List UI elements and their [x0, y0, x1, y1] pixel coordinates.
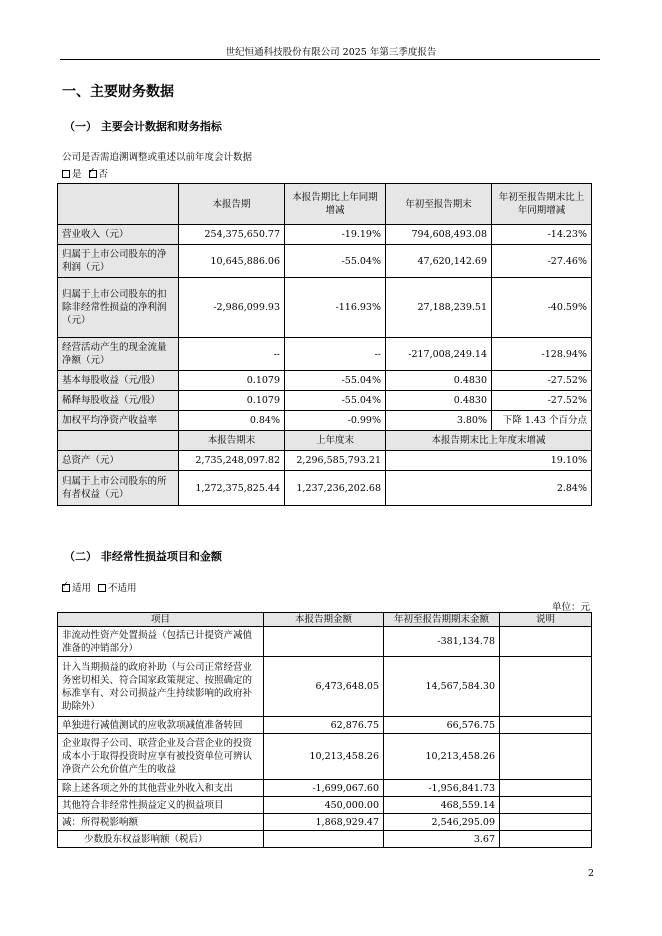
- table-row: [58, 797, 592, 814]
- restate-question: 公司是否需追溯调整或重述以前年度会计数据: [62, 152, 253, 163]
- value-cell: 254,375,650.77: [179, 225, 285, 245]
- value-cell: 2.84%: [386, 471, 592, 506]
- value-cell: -19.19%: [285, 225, 386, 245]
- table-row: [58, 451, 592, 471]
- value-cell: -1,956,841.73: [384, 780, 500, 797]
- header-cell: 年初至报告期末: [386, 184, 492, 225]
- note-cell: [500, 797, 592, 814]
- value-cell: 0.1079: [179, 371, 285, 391]
- header-cell: 本报告期比上年同期增减: [285, 184, 386, 225]
- table-row: [58, 245, 592, 278]
- note-cell: [500, 814, 592, 831]
- restate-options: [62, 166, 108, 180]
- table-row: [58, 831, 592, 848]
- row-label-cell: 稀释每股收益（元/股）: [58, 391, 179, 411]
- note-cell: [500, 657, 592, 717]
- header-cell: 上年度末: [285, 431, 386, 451]
- item-cell: 企业取得子公司、联营企业及合营企业的投资成本小于取得投资时应享有被投资单位可辨认净资产公允价值产生的收益: [58, 734, 264, 780]
- value-cell: -14.23%: [492, 225, 592, 245]
- value-cell: 2,546,295.09: [384, 814, 500, 831]
- value-cell: -27.52%: [492, 371, 592, 391]
- item-cell: 除上述各项之外的其他营业外收入和支出: [58, 780, 264, 797]
- note-cell: [500, 831, 592, 848]
- value-cell: -55.04%: [285, 391, 386, 411]
- value-cell: 0.84%: [179, 411, 285, 431]
- value-cell: 6,473,648.05: [264, 657, 384, 717]
- value-cell: 2,296,585,793.21: [285, 451, 386, 471]
- value-cell: [264, 627, 384, 657]
- value-cell: 2,735,248,097.82: [179, 451, 285, 471]
- item-cell: 计入当期损益的政府补助（与公司正常经营业务密切相关、符合国家政策规定、按照确定的标准享有、对公司损益产生持续影响的政府补助除外）: [58, 657, 264, 717]
- row-label-cell: 归属于上市公司股东的净利润（元）: [58, 245, 179, 278]
- item-cell: 其他符合非经常性损益定义的损益项目: [58, 797, 264, 814]
- header-cell: 本报告期金额: [264, 613, 384, 627]
- value-cell: -55.04%: [285, 245, 386, 278]
- header-cell: 项目: [58, 613, 264, 627]
- value-cell: 3.80%: [386, 411, 492, 431]
- note-cell: [500, 780, 592, 797]
- table-header-row: [58, 613, 592, 627]
- value-cell: 3.67: [384, 831, 500, 848]
- value-cell: 10,645,886.06: [179, 245, 285, 278]
- value-cell: -27.46%: [492, 245, 592, 278]
- header-cell: 本报告期末: [179, 431, 285, 451]
- table-subheader-row: [58, 431, 592, 451]
- value-cell: -116.93%: [285, 278, 386, 338]
- value-cell: 10,213,458.26: [384, 734, 500, 780]
- subsection-title-key-indicators: （一） 主要会计数据和财务指标: [64, 120, 222, 133]
- item-cell: 少数股东权益影响额（税后）: [58, 831, 264, 848]
- value-cell: 66,576.75: [384, 717, 500, 734]
- note-cell: [500, 734, 592, 780]
- value-cell: 10,213,458.26: [264, 734, 384, 780]
- value-cell: -2,986,099.93: [179, 278, 285, 338]
- table-row: [58, 411, 592, 431]
- yes-label: 是: [72, 169, 82, 180]
- value-cell: 468,559.14: [384, 797, 500, 814]
- value-cell: 794,608,493.08: [386, 225, 492, 245]
- item-cell: 非流动性资产处置损益（包括已计提资产减值准备的冲销部分）: [58, 627, 264, 657]
- value-cell: 19.10%: [386, 451, 592, 471]
- value-cell: -40.59%: [492, 278, 592, 338]
- table-row: [58, 780, 592, 797]
- value-cell: 450,000.00: [264, 797, 384, 814]
- non-recurring-table: [57, 612, 592, 848]
- row-label-cell: 经营活动产生的现金流量净额（元）: [58, 338, 179, 371]
- table-row: [58, 225, 592, 245]
- value-cell: 0.4830: [386, 391, 492, 411]
- value-cell: 47,620,142.69: [386, 245, 492, 278]
- header-cell: 本报告期末比上年度末增减: [386, 431, 592, 451]
- row-label-cell: 归属于上市公司股东的扣除非经常性损益的净利润（元）: [58, 278, 179, 338]
- table-row: [58, 657, 592, 717]
- value-cell: -0.99%: [285, 411, 386, 431]
- header-divider: [60, 59, 600, 60]
- table-row: [58, 627, 592, 657]
- yes-checkbox[interactable]: [62, 170, 70, 178]
- item-cell: 减：所得税影响额: [58, 814, 264, 831]
- section-title-financial-data: 一、主要财务数据: [62, 84, 174, 100]
- value-cell: 1,868,929.47: [264, 814, 384, 831]
- value-cell: [264, 831, 384, 848]
- page-header: 世纪恒通科技股份有限公司 2025 年第三季度报告: [225, 47, 437, 58]
- value-cell: -55.04%: [285, 371, 386, 391]
- value-cell: -1,699,067.60: [264, 780, 384, 797]
- no-label: 否: [98, 169, 109, 180]
- header-cell: 年初至报告期末比上年同期增减: [492, 184, 592, 225]
- table-row: [58, 338, 592, 371]
- value-cell: 0.1079: [179, 391, 285, 411]
- value-cell: --: [285, 338, 386, 371]
- row-label-cell: 总资产（元）: [58, 451, 179, 471]
- header-cell: 本报告期: [179, 184, 285, 225]
- no-checkbox[interactable]: [89, 170, 97, 178]
- table-row: [58, 717, 592, 734]
- table-row: [58, 371, 592, 391]
- row-label-cell: 加权平均净资产收益率: [58, 411, 179, 431]
- row-label-cell: 营业收入（元）: [58, 225, 179, 245]
- header-cell: 说明: [500, 613, 592, 627]
- table-row: [58, 471, 592, 506]
- value-cell: 1,272,375,825.44: [179, 471, 285, 506]
- value-cell: 27,188,239.51: [386, 278, 492, 338]
- table-row: [58, 278, 592, 338]
- value-cell: -27.52%: [492, 391, 592, 411]
- not-applicable-checkbox[interactable]: [98, 584, 106, 592]
- header-cell: [58, 431, 179, 451]
- value-cell: 下降 1.43 个百分点: [492, 411, 592, 431]
- note-cell: [500, 717, 592, 734]
- key-indicators-table: [57, 183, 592, 506]
- header-cell: [58, 184, 179, 225]
- applicable-options: [62, 580, 137, 594]
- value-cell: 1,237,236,202.68: [285, 471, 386, 506]
- applicable-checkbox[interactable]: [62, 584, 70, 592]
- table-row: [58, 734, 592, 780]
- applicable-label: 适用: [72, 583, 92, 594]
- value-cell: -217,008,249.14: [386, 338, 492, 371]
- value-cell: --: [179, 338, 285, 371]
- value-cell: 62,876.75: [264, 717, 384, 734]
- item-cell: 单独进行减值测试的应收款项减值准备转回: [58, 717, 264, 734]
- subsection-title-non-recurring: （二） 非经常性损益项目和金额: [64, 550, 222, 563]
- not-applicable-label: 不适用: [108, 583, 137, 594]
- row-label-cell: 归属于上市公司股东的所有者权益（元）: [58, 471, 179, 506]
- value-cell: 14,567,584.30: [384, 657, 500, 717]
- table-row: [58, 814, 592, 831]
- header-cell: 年初至报告期期末金额: [384, 613, 500, 627]
- row-label-cell: 基本每股收益（元/股）: [58, 371, 179, 391]
- value-cell: 0.4830: [386, 371, 492, 391]
- table-row: [58, 391, 592, 411]
- value-cell: -128.94%: [492, 338, 592, 371]
- unit-label: 单位：元: [551, 602, 590, 613]
- value-cell: -381,134.78: [384, 627, 500, 657]
- table-header-row: [58, 184, 592, 225]
- page-number: 2: [588, 868, 595, 879]
- note-cell: [500, 627, 592, 657]
